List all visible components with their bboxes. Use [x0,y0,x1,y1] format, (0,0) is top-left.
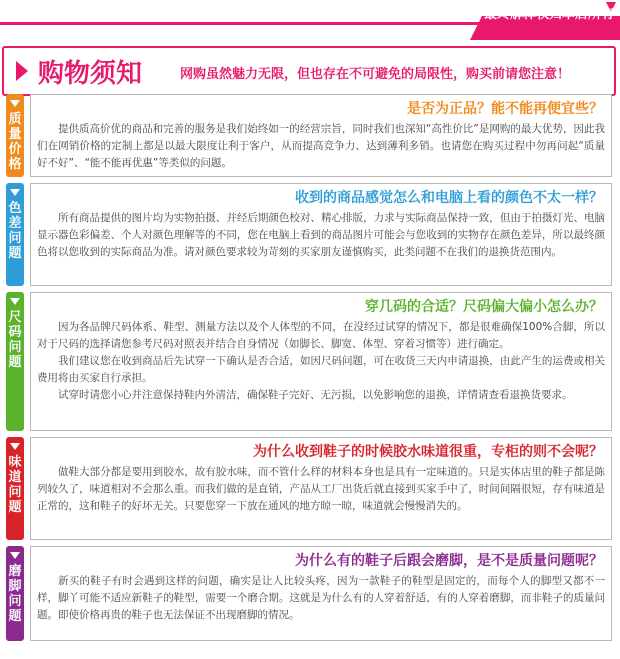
top-ribbon [0,0,620,40]
section-body [37,121,605,172]
section-question: 为什么收到鞋子的时候胶水味道很重，专柜的则不会呢？ [253,444,603,460]
section-question: 是否为正品？能不能再便宜些？ [407,101,603,117]
section-tag-label: 味道问题 [8,455,22,515]
down-arrow-icon [10,443,20,450]
section-size [6,292,614,431]
section-paragraph: 因为各品牌尺码体系、鞋型、测量方法以及个人体型的不同，在没经过试穿的情况下，都是很难确保100%合脚，所以对于尺码的选择请您参考尺码对照表并结合自身情况（如脚长、脚宽、体型、穿着习惯等）进行确定。 [37,321,605,350]
section-quality-price [6,94,614,177]
section-box [30,183,612,286]
section-tag [6,292,24,431]
section-question: 为什么有的鞋子后跟会磨脚，是不是质量问题呢？ [295,553,603,569]
section-tag [6,437,24,540]
section-tag-label: 尺码问题 [8,310,22,370]
section-paragraph: 试穿时请您小心并注意保持鞋内外清洁，确保鞋子完好、无污损，以免影响您的退换，详情请查看退换货要求。 [58,389,573,401]
section-tag-label: 色差问题 [8,201,22,261]
section-question: 收到的商品感觉怎么和电脑上看的颜色不太一样？ [295,190,603,206]
section-tag-label: 磨脚问题 [8,564,22,624]
section-paragraph: 所有商品提供的图片均为实物拍摄、并经后期颜色校对、精心排版，力求与实际商品保持一致，但由于拍摄灯光、电脑显示器色彩偏差、个人对颜色理解等的不同，您在电脑上看到的商品图片可能会与您收到的实物存在颜色差异，所以最终颜色将以您收到的实际商品为准。请对颜色要求较为苛刻的买家朋友谨慎购买，此类问题不在我们的退换货范围内。 [37,212,605,258]
section-tag [6,546,24,641]
section-tag [6,183,24,286]
section-body [37,319,605,404]
section-heel-rubbing [6,546,614,641]
section-paragraph: 提供质高价优的商品和完善的服务是我们始终如一的经营宗旨，同时我们也深知“高性价比”是网购的最大优势，因此我们在网销价格的定制上都是以最大限度让利于客户，从而提高竞争力、达到薄利多销。也请您在购买过程中勿再问起“质量好不好”、“能不能再优惠”等类似的问题。 [37,123,605,169]
down-arrow-icon [10,552,20,559]
section-paragraph: 我们建议您在收到商品后先试穿一下确认是否合适，如因尺码问题，可在收货三天内申请退换，由此产生的运费或相关费用将由买家自行承担。 [37,355,605,384]
section-box [30,94,612,177]
section-body [37,573,605,624]
page-subtitle: 网购虽然魅力无限，但也存在不可避免的局限性，购买前请您注意！ [180,67,571,82]
page-title: 购物须知 [38,59,143,89]
down-arrow-icon [10,298,20,305]
triangle-pointer-icon [16,61,28,81]
section-color-difference [6,183,614,286]
section-paragraph: 新买的鞋子有时会遇到这样的问题，确实是让人比较头疼，因为一款鞋子的鞋型是固定的，而每个人的脚型又都不一样，脚丫可能不适应新鞋子的鞋型，需要一个磨合期。这就是为什么有的人穿着舒适，有的人穿着磨脚，而非鞋子的质量问题。即使价格再贵的鞋子也无法保证不出现磨脚的情况。 [37,575,605,621]
section-box [30,437,612,540]
section-tag [6,94,24,177]
section-body [37,210,605,261]
section-odor [6,437,614,540]
section-tag-label: 质量价格 [8,112,22,172]
section-box [30,546,612,641]
section-body [37,464,605,515]
down-arrow-icon [10,100,20,107]
down-arrow-icon [10,189,20,196]
section-paragraph: 做鞋大部分都是要用到胶水，故有胶水味，而不管什么样的材料本身也是具有一定味道的。只是实体店里的鞋子都是陈列较久了，味道相对不会那么重。而我们做的是直销，产品从工厂出货后就直接到买家手中了，时间间隔很短，存有味道是正常的，这和鞋子的好坏无关。只要您穿一下放在通风的地方晾一晾，味道就会慢慢消失的。 [37,466,605,512]
section-question: 穿几码的合适？尺码偏大偏小怎么办？ [365,299,603,315]
ribbon-text: 最终解释权归本店所有 [483,7,614,22]
section-box [30,292,612,431]
shopping-notice-banner [2,46,616,96]
